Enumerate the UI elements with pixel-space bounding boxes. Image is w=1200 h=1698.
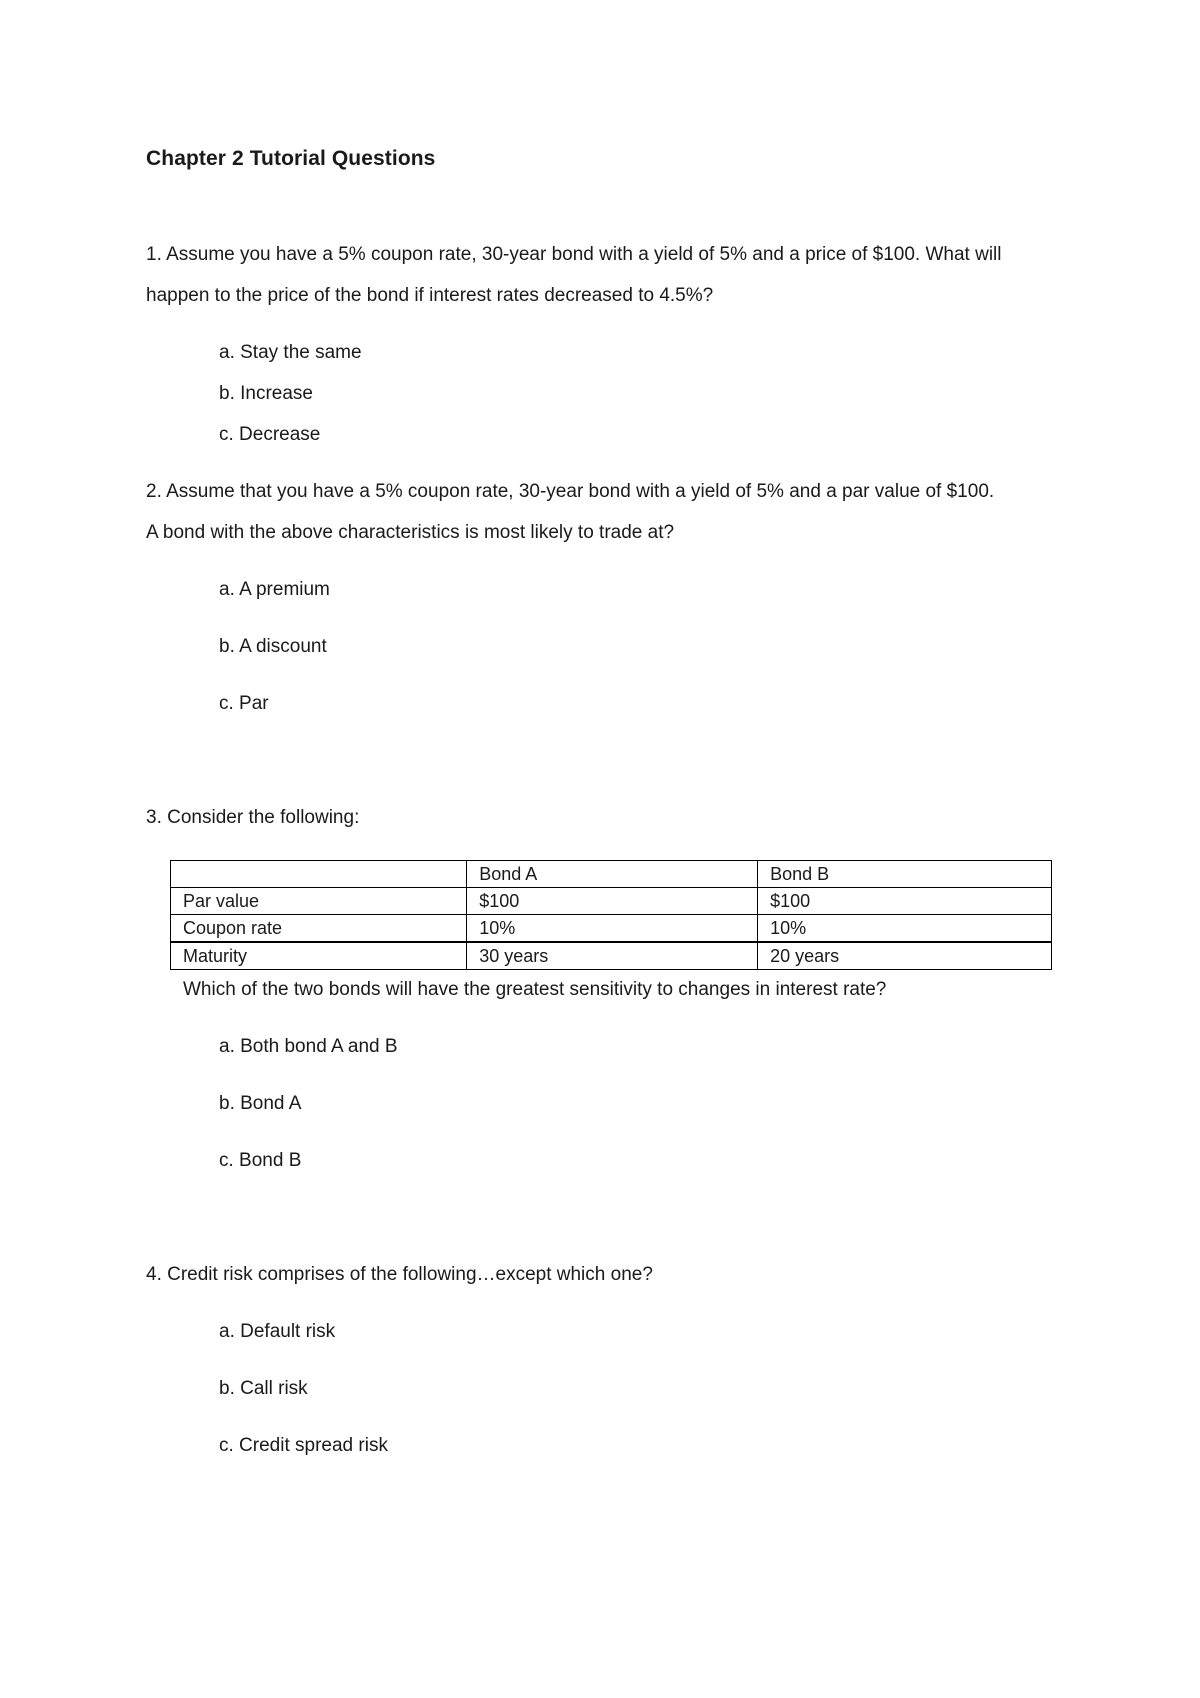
- table-row: [171, 915, 1052, 943]
- question-2-option-b: b. A discount: [219, 636, 327, 657]
- question-2-line-2: A bond with the above characteristics is most likely to trade at?: [146, 522, 675, 543]
- page-title: Chapter 2 Tutorial Questions: [146, 147, 436, 170]
- table-cell: $100: [467, 888, 758, 915]
- table-cell: Bond B: [758, 861, 1052, 888]
- question-1-line-1: 1. Assume you have a 5% coupon rate, 30-year bond with a yield of 5% and a price of $100. What will: [146, 244, 1002, 265]
- question-3-line-1: 3. Consider the following:: [146, 807, 360, 828]
- question-1-option-b: b. Increase: [219, 383, 313, 404]
- table-row: [171, 888, 1052, 915]
- question-1-line-2: happen to the price of the bond if interest rates decreased to 4.5%?: [146, 285, 714, 306]
- table-cell: Maturity: [171, 942, 467, 970]
- table-cell: $100: [758, 888, 1052, 915]
- question-2-option-c: c. Par: [219, 693, 269, 714]
- question-1-option-c: c. Decrease: [219, 424, 321, 445]
- question-2-line-1: 2. Assume that you have a 5% coupon rate, 30-year bond with a yield of 5% and a par value of $100.: [146, 481, 995, 502]
- question-1-option-a: a. Stay the same: [219, 342, 362, 363]
- question-4-option-c: c. Credit spread risk: [219, 1435, 388, 1456]
- table-cell: [171, 861, 467, 888]
- table-row: [171, 942, 1052, 970]
- table-header-row: [171, 861, 1052, 888]
- question-4-option-b: b. Call risk: [219, 1378, 308, 1399]
- question-3-followup: Which of the two bonds will have the greatest sensitivity to changes in interest rate?: [183, 979, 887, 1000]
- table-cell: 10%: [467, 915, 758, 943]
- question-4-option-a: a. Default risk: [219, 1321, 336, 1342]
- table-cell: 10%: [758, 915, 1052, 943]
- table-cell: Par value: [171, 888, 467, 915]
- bond-comparison-table: [170, 860, 1052, 970]
- table-cell: 30 years: [467, 942, 758, 970]
- table-cell: 20 years: [758, 942, 1052, 970]
- question-3-option-c: c. Bond B: [219, 1150, 302, 1171]
- table-cell: Coupon rate: [171, 915, 467, 943]
- question-2-option-a: a. A premium: [219, 579, 330, 600]
- question-3-option-b: b. Bond A: [219, 1093, 302, 1114]
- table-cell: Bond A: [467, 861, 758, 888]
- question-3-option-a: a. Both bond A and B: [219, 1036, 398, 1057]
- question-4-line-1: 4. Credit risk comprises of the following…except which one?: [146, 1264, 653, 1285]
